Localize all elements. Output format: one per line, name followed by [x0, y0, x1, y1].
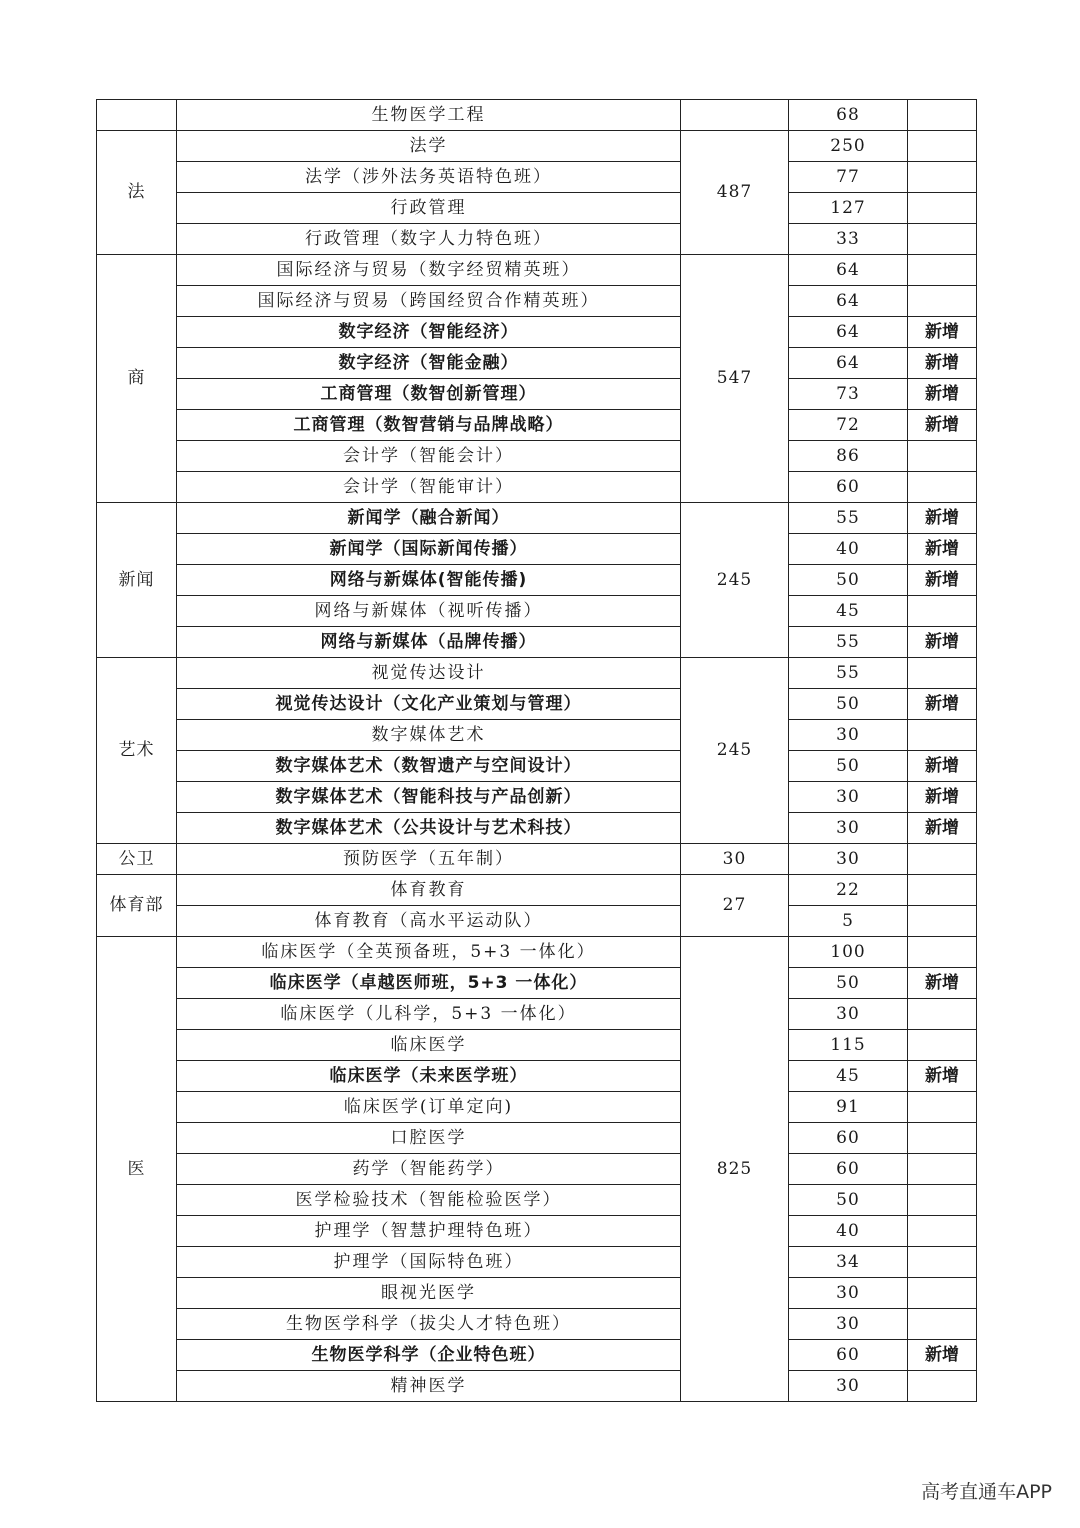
table-row	[97, 1371, 977, 1402]
plan-count-cell: 30	[789, 813, 908, 844]
table-row	[97, 441, 977, 472]
note-cell	[908, 224, 977, 255]
note-cell: 新增	[908, 348, 977, 379]
table-row	[97, 100, 977, 131]
plan-count-cell: 60	[789, 1340, 908, 1371]
major-cell: 临床医学（全英预备班，5+3 一体化）	[177, 937, 681, 968]
note-cell	[908, 286, 977, 317]
note-cell	[908, 1309, 977, 1340]
major-cell: 网络与新媒体（品牌传播）	[177, 627, 681, 658]
table-row	[97, 131, 977, 162]
note-cell: 新增	[908, 1061, 977, 1092]
plan-count-cell: 64	[789, 255, 908, 286]
table-row	[97, 410, 977, 441]
plan-count-cell: 250	[789, 131, 908, 162]
major-cell: 生物医学科学（企业特色班）	[177, 1340, 681, 1371]
note-cell	[908, 1371, 977, 1402]
note-cell	[908, 720, 977, 751]
note-cell	[908, 999, 977, 1030]
college-total-cell	[681, 100, 789, 131]
plan-count-cell: 30	[789, 1309, 908, 1340]
table-row	[97, 968, 977, 999]
note-cell: 新增	[908, 534, 977, 565]
note-cell	[908, 1030, 977, 1061]
note-cell	[908, 131, 977, 162]
major-cell: 视觉传达设计（文化产业策划与管理）	[177, 689, 681, 720]
note-cell	[908, 1216, 977, 1247]
table-row	[97, 1309, 977, 1340]
table-row	[97, 503, 977, 534]
major-cell: 临床医学(订单定向)	[177, 1092, 681, 1123]
college-cell: 医	[97, 937, 177, 1402]
plan-count-cell: 86	[789, 441, 908, 472]
table-row	[97, 844, 977, 875]
table-row	[97, 999, 977, 1030]
note-cell	[908, 906, 977, 937]
note-cell	[908, 937, 977, 968]
note-cell: 新增	[908, 565, 977, 596]
note-cell	[908, 441, 977, 472]
note-cell: 新增	[908, 968, 977, 999]
table-row	[97, 720, 977, 751]
plan-count-cell: 60	[789, 472, 908, 503]
major-cell: 数字媒体艺术（智能科技与产品创新）	[177, 782, 681, 813]
table-row	[97, 627, 977, 658]
major-cell: 预防医学（五年制）	[177, 844, 681, 875]
major-cell: 护理学（智慧护理特色班）	[177, 1216, 681, 1247]
table-row	[97, 596, 977, 627]
plan-count-cell: 55	[789, 658, 908, 689]
table-row	[97, 875, 977, 906]
major-cell: 数字经济（智能金融）	[177, 348, 681, 379]
table-row	[97, 937, 977, 968]
note-cell: 新增	[908, 379, 977, 410]
table-row	[97, 751, 977, 782]
plan-count-cell: 50	[789, 565, 908, 596]
plan-count-cell: 45	[789, 596, 908, 627]
major-cell: 生物医学工程	[177, 100, 681, 131]
note-cell	[908, 1092, 977, 1123]
major-cell: 工商管理（数智营销与品牌战略）	[177, 410, 681, 441]
major-cell: 数字媒体艺术（数智遗产与空间设计）	[177, 751, 681, 782]
note-cell: 新增	[908, 317, 977, 348]
table-row	[97, 1123, 977, 1154]
table-row	[97, 1247, 977, 1278]
college-total-cell: 825	[681, 937, 789, 1402]
plan-count-cell: 50	[789, 689, 908, 720]
table-row	[97, 162, 977, 193]
table-row	[97, 906, 977, 937]
major-cell: 新闻学（国际新闻传播）	[177, 534, 681, 565]
plan-count-cell: 40	[789, 1216, 908, 1247]
plan-count-cell: 72	[789, 410, 908, 441]
major-cell: 护理学（国际特色班）	[177, 1247, 681, 1278]
major-cell: 新闻学（融合新闻）	[177, 503, 681, 534]
table-row	[97, 193, 977, 224]
plan-count-cell: 45	[789, 1061, 908, 1092]
note-cell	[908, 193, 977, 224]
note-cell	[908, 162, 977, 193]
plan-count-cell: 30	[789, 1371, 908, 1402]
major-cell: 药学（智能药学）	[177, 1154, 681, 1185]
college-total-cell: 30	[681, 844, 789, 875]
major-cell: 精神医学	[177, 1371, 681, 1402]
major-cell: 数字媒体艺术（公共设计与艺术科技）	[177, 813, 681, 844]
major-cell: 临床医学（卓越医师班，5+3 一体化）	[177, 968, 681, 999]
major-cell: 网络与新媒体(智能传播)	[177, 565, 681, 596]
major-cell: 国际经济与贸易（数字经贸精英班）	[177, 255, 681, 286]
table-row	[97, 286, 977, 317]
plan-count-cell: 55	[789, 503, 908, 534]
college-cell: 新闻	[97, 503, 177, 658]
college-total-cell: 245	[681, 503, 789, 658]
college-total-cell: 487	[681, 131, 789, 255]
major-cell: 眼视光医学	[177, 1278, 681, 1309]
major-cell: 会计学（智能审计）	[177, 472, 681, 503]
note-cell	[908, 1185, 977, 1216]
note-cell	[908, 255, 977, 286]
plan-count-cell: 30	[789, 782, 908, 813]
table-row	[97, 317, 977, 348]
note-cell	[908, 844, 977, 875]
table-body	[97, 100, 977, 1402]
plan-count-cell: 127	[789, 193, 908, 224]
major-cell: 法学（涉外法务英语特色班）	[177, 162, 681, 193]
plan-count-cell: 50	[789, 968, 908, 999]
major-cell: 数字媒体艺术	[177, 720, 681, 751]
note-cell: 新增	[908, 751, 977, 782]
note-cell: 新增	[908, 813, 977, 844]
college-cell: 商	[97, 255, 177, 503]
plan-count-cell: 64	[789, 348, 908, 379]
enrollment-table	[96, 99, 977, 1402]
table-row	[97, 224, 977, 255]
table-row	[97, 348, 977, 379]
plan-count-cell: 100	[789, 937, 908, 968]
plan-count-cell: 68	[789, 100, 908, 131]
table-row	[97, 1030, 977, 1061]
major-cell: 口腔医学	[177, 1123, 681, 1154]
note-cell	[908, 658, 977, 689]
note-cell	[908, 1123, 977, 1154]
note-cell	[908, 1154, 977, 1185]
table-row	[97, 1061, 977, 1092]
plan-count-cell: 77	[789, 162, 908, 193]
plan-count-cell: 30	[789, 1278, 908, 1309]
college-total-cell: 27	[681, 875, 789, 937]
note-cell	[908, 100, 977, 131]
plan-count-cell: 50	[789, 1185, 908, 1216]
table-row	[97, 813, 977, 844]
note-cell: 新增	[908, 782, 977, 813]
plan-count-cell: 115	[789, 1030, 908, 1061]
table-row	[97, 782, 977, 813]
plan-count-cell: 60	[789, 1123, 908, 1154]
note-cell	[908, 596, 977, 627]
note-cell	[908, 1247, 977, 1278]
plan-count-cell: 60	[789, 1154, 908, 1185]
plan-count-cell: 64	[789, 317, 908, 348]
plan-count-cell: 50	[789, 751, 908, 782]
major-cell: 行政管理（数字人力特色班）	[177, 224, 681, 255]
plan-count-cell: 91	[789, 1092, 908, 1123]
table-row	[97, 658, 977, 689]
major-cell: 体育教育	[177, 875, 681, 906]
table-row	[97, 379, 977, 410]
note-cell	[908, 1278, 977, 1309]
college-cell: 公卫	[97, 844, 177, 875]
plan-count-cell: 73	[789, 379, 908, 410]
plan-count-cell: 40	[789, 534, 908, 565]
major-cell: 网络与新媒体（视听传播）	[177, 596, 681, 627]
plan-count-cell: 5	[789, 906, 908, 937]
plan-count-cell: 34	[789, 1247, 908, 1278]
college-total-cell: 245	[681, 658, 789, 844]
major-cell: 体育教育（高水平运动队）	[177, 906, 681, 937]
major-cell: 数字经济（智能经济）	[177, 317, 681, 348]
table-row	[97, 1278, 977, 1309]
major-cell: 会计学（智能会计）	[177, 441, 681, 472]
plan-count-cell: 30	[789, 844, 908, 875]
note-cell: 新增	[908, 1340, 977, 1371]
college-cell: 法	[97, 131, 177, 255]
table-row	[97, 1154, 977, 1185]
major-cell: 国际经济与贸易（跨国经贸合作精英班）	[177, 286, 681, 317]
table-row	[97, 472, 977, 503]
note-cell: 新增	[908, 689, 977, 720]
table-row	[97, 1092, 977, 1123]
plan-count-cell: 33	[789, 224, 908, 255]
major-cell: 临床医学（儿科学，5+3 一体化）	[177, 999, 681, 1030]
table-row	[97, 255, 977, 286]
college-cell	[97, 100, 177, 131]
table-row	[97, 534, 977, 565]
college-cell: 体育部	[97, 875, 177, 937]
major-cell: 法学	[177, 131, 681, 162]
table-row	[97, 1216, 977, 1247]
watermark-text: 高考直通车APP	[921, 1481, 1052, 1503]
major-cell: 临床医学（未来医学班）	[177, 1061, 681, 1092]
major-cell: 生物医学科学（拔尖人才特色班）	[177, 1309, 681, 1340]
plan-count-cell: 22	[789, 875, 908, 906]
table-row	[97, 689, 977, 720]
plan-count-cell: 30	[789, 720, 908, 751]
note-cell	[908, 875, 977, 906]
note-cell: 新增	[908, 627, 977, 658]
table-row	[97, 1340, 977, 1371]
major-cell: 医学检验技术（智能检验医学）	[177, 1185, 681, 1216]
plan-count-cell: 64	[789, 286, 908, 317]
major-cell: 工商管理（数智创新管理）	[177, 379, 681, 410]
plan-count-cell: 30	[789, 999, 908, 1030]
major-cell: 临床医学	[177, 1030, 681, 1061]
table-row	[97, 565, 977, 596]
major-cell: 视觉传达设计	[177, 658, 681, 689]
table-row	[97, 1185, 977, 1216]
plan-count-cell: 55	[789, 627, 908, 658]
note-cell: 新增	[908, 503, 977, 534]
note-cell	[908, 472, 977, 503]
note-cell: 新增	[908, 410, 977, 441]
college-cell: 艺术	[97, 658, 177, 844]
major-cell: 行政管理	[177, 193, 681, 224]
college-total-cell: 547	[681, 255, 789, 503]
